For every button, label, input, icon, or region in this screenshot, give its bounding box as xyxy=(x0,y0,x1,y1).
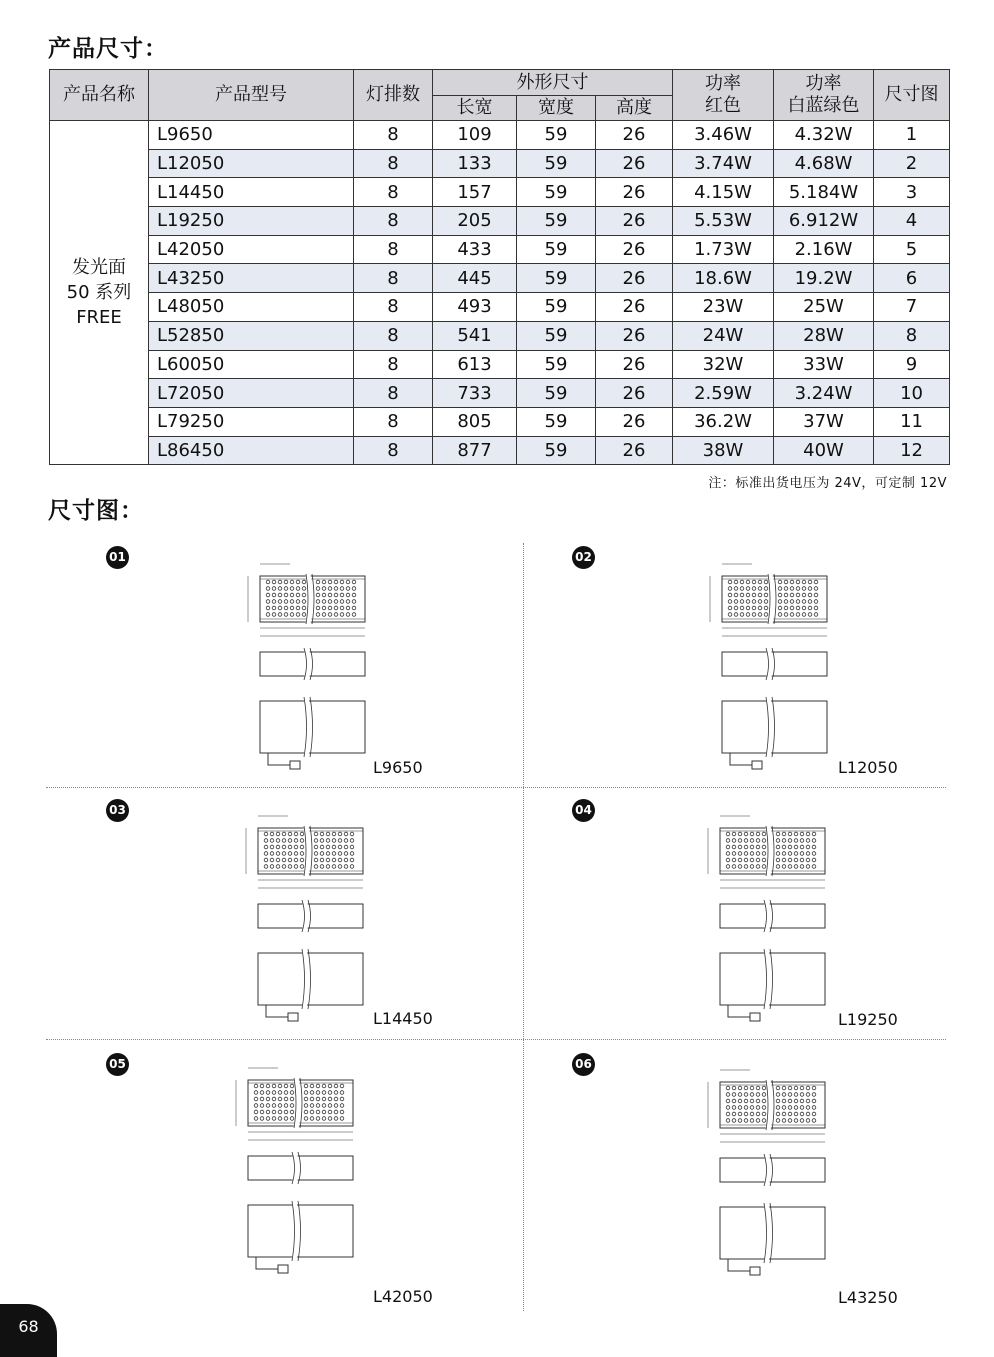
dimension-drawing xyxy=(238,800,498,1050)
cell-other: 25W xyxy=(774,293,874,322)
cell-model: L12050 xyxy=(149,149,354,178)
cell-other: 4.68W xyxy=(774,149,874,178)
cell-fig: 10 xyxy=(874,379,950,408)
cell-fig: 8 xyxy=(874,321,950,350)
series-line: 50 系列 xyxy=(66,282,132,304)
column-divider xyxy=(523,543,524,1311)
cell-rows: 8 xyxy=(354,293,433,322)
header-figure: 尺寸图 xyxy=(874,70,950,121)
cell-height: 26 xyxy=(596,379,673,408)
figure-badge: 05 xyxy=(106,1053,129,1076)
cell-width: 59 xyxy=(517,178,596,207)
cell-length: 733 xyxy=(433,379,517,408)
cell-model: L52850 xyxy=(149,321,354,350)
cell-width: 59 xyxy=(517,293,596,322)
cell-fig: 7 xyxy=(874,293,950,322)
cell-height: 26 xyxy=(596,149,673,178)
cell-rows: 8 xyxy=(354,178,433,207)
cell-model: L72050 xyxy=(149,379,354,408)
cell-other: 5.184W xyxy=(774,178,874,207)
cell-model: L9650 xyxy=(149,121,354,150)
cell-width: 59 xyxy=(517,436,596,465)
table-row xyxy=(50,379,950,408)
cell-model: L86450 xyxy=(149,436,354,465)
cell-rows: 8 xyxy=(354,407,433,436)
cell-model: L60050 xyxy=(149,350,354,379)
series-line: 发光面 xyxy=(72,257,126,279)
cell-height: 26 xyxy=(596,321,673,350)
table-row xyxy=(50,149,950,178)
cell-red: 2.59W xyxy=(673,379,774,408)
dimension-drawing xyxy=(700,800,960,1050)
figure-model-label: L12050 xyxy=(838,758,898,777)
table-row xyxy=(50,436,950,465)
dimension-drawing xyxy=(700,1054,960,1304)
cell-other: 37W xyxy=(774,407,874,436)
figure-model-label: L43250 xyxy=(838,1288,898,1307)
cell-height: 26 xyxy=(596,178,673,207)
cell-red: 38W xyxy=(673,436,774,465)
voltage-note: 注：标准出货电压为 24V，可定制 12V xyxy=(708,476,947,491)
cell-length: 205 xyxy=(433,207,517,236)
dimension-drawing xyxy=(240,548,500,798)
page-number: 68 xyxy=(0,1304,57,1357)
cell-other: 3.24W xyxy=(774,379,874,408)
cell-rows: 8 xyxy=(354,436,433,465)
cell-red: 3.46W xyxy=(673,121,774,150)
cell-fig: 6 xyxy=(874,264,950,293)
cell-rows: 8 xyxy=(354,121,433,150)
table-row xyxy=(50,321,950,350)
table-row xyxy=(50,350,950,379)
table-row xyxy=(50,235,950,264)
cell-red: 36.2W xyxy=(673,407,774,436)
cell-height: 26 xyxy=(596,407,673,436)
cell-width: 59 xyxy=(517,235,596,264)
section-title-drawings: 尺寸图： xyxy=(48,498,144,524)
table-row xyxy=(50,264,950,293)
cell-length: 445 xyxy=(433,264,517,293)
cell-red: 23W xyxy=(673,293,774,322)
cell-other: 40W xyxy=(774,436,874,465)
series-name xyxy=(50,121,149,465)
cell-other: 4.32W xyxy=(774,121,874,150)
cell-fig: 5 xyxy=(874,235,950,264)
header-model: 产品型号 xyxy=(149,70,354,121)
table-row xyxy=(50,293,950,322)
header-rows: 灯排数 xyxy=(354,70,433,121)
cell-other: 6.912W xyxy=(774,207,874,236)
cell-length: 541 xyxy=(433,321,517,350)
figure-badge: 04 xyxy=(572,799,595,822)
table-row xyxy=(50,121,950,150)
cell-other: 19.2W xyxy=(774,264,874,293)
cell-width: 59 xyxy=(517,121,596,150)
figure-model-label: L9650 xyxy=(373,758,423,777)
spec-table xyxy=(49,69,950,465)
header-height: 高度 xyxy=(596,96,673,121)
cell-red: 24W xyxy=(673,321,774,350)
cell-height: 26 xyxy=(596,235,673,264)
cell-model: L14450 xyxy=(149,178,354,207)
cell-width: 59 xyxy=(517,207,596,236)
cell-length: 877 xyxy=(433,436,517,465)
cell-fig: 11 xyxy=(874,407,950,436)
cell-length: 157 xyxy=(433,178,517,207)
figure-badge: 06 xyxy=(572,1053,595,1076)
header-power-other: 功率 白蓝绿色 xyxy=(774,70,874,121)
cell-height: 26 xyxy=(596,436,673,465)
cell-width: 59 xyxy=(517,264,596,293)
cell-fig: 2 xyxy=(874,149,950,178)
cell-rows: 8 xyxy=(354,350,433,379)
cell-fig: 1 xyxy=(874,121,950,150)
cell-width: 59 xyxy=(517,407,596,436)
cell-red: 32W xyxy=(673,350,774,379)
header-power-red: 功率 红色 xyxy=(673,70,774,121)
cell-height: 26 xyxy=(596,293,673,322)
cell-red: 5.53W xyxy=(673,207,774,236)
cell-height: 26 xyxy=(596,350,673,379)
cell-rows: 8 xyxy=(354,235,433,264)
cell-height: 26 xyxy=(596,207,673,236)
figure-model-label: L19250 xyxy=(838,1010,898,1029)
cell-rows: 8 xyxy=(354,379,433,408)
cell-length: 433 xyxy=(433,235,517,264)
cell-rows: 8 xyxy=(354,149,433,178)
cell-length: 613 xyxy=(433,350,517,379)
cell-fig: 12 xyxy=(874,436,950,465)
header-product-name: 产品名称 xyxy=(50,70,149,121)
cell-red: 4.15W xyxy=(673,178,774,207)
section-title-dimensions: 产品尺寸： xyxy=(48,36,168,62)
cell-length: 493 xyxy=(433,293,517,322)
header-dimensions: 外形尺寸 xyxy=(433,70,673,96)
cell-model: L79250 xyxy=(149,407,354,436)
header-width: 宽度 xyxy=(517,96,596,121)
cell-red: 3.74W xyxy=(673,149,774,178)
table-row xyxy=(50,407,950,436)
cell-length: 109 xyxy=(433,121,517,150)
table-row xyxy=(50,207,950,236)
header-length: 长宽 xyxy=(433,96,517,121)
series-line: FREE xyxy=(76,307,122,329)
cell-rows: 8 xyxy=(354,321,433,350)
figure-badge: 01 xyxy=(106,546,129,569)
cell-width: 59 xyxy=(517,321,596,350)
cell-width: 59 xyxy=(517,149,596,178)
cell-length: 805 xyxy=(433,407,517,436)
cell-rows: 8 xyxy=(354,207,433,236)
figure-badge: 03 xyxy=(106,799,129,822)
table-row xyxy=(50,178,950,207)
cell-length: 133 xyxy=(433,149,517,178)
cell-fig: 9 xyxy=(874,350,950,379)
cell-red: 1.73W xyxy=(673,235,774,264)
cell-rows: 8 xyxy=(354,264,433,293)
figure-model-label: L42050 xyxy=(373,1287,433,1306)
cell-model: L19250 xyxy=(149,207,354,236)
cell-other: 2.16W xyxy=(774,235,874,264)
cell-red: 18.6W xyxy=(673,264,774,293)
cell-height: 26 xyxy=(596,264,673,293)
cell-height: 26 xyxy=(596,121,673,150)
cell-model: L43250 xyxy=(149,264,354,293)
dimension-drawing xyxy=(228,1052,488,1302)
cell-other: 33W xyxy=(774,350,874,379)
cell-width: 59 xyxy=(517,379,596,408)
figure-model-label: L14450 xyxy=(373,1009,433,1028)
cell-fig: 3 xyxy=(874,178,950,207)
cell-model: L42050 xyxy=(149,235,354,264)
cell-model: L48050 xyxy=(149,293,354,322)
cell-fig: 4 xyxy=(874,207,950,236)
figure-badge: 02 xyxy=(572,546,595,569)
cell-width: 59 xyxy=(517,350,596,379)
dimension-drawing xyxy=(702,548,962,798)
cell-other: 28W xyxy=(774,321,874,350)
